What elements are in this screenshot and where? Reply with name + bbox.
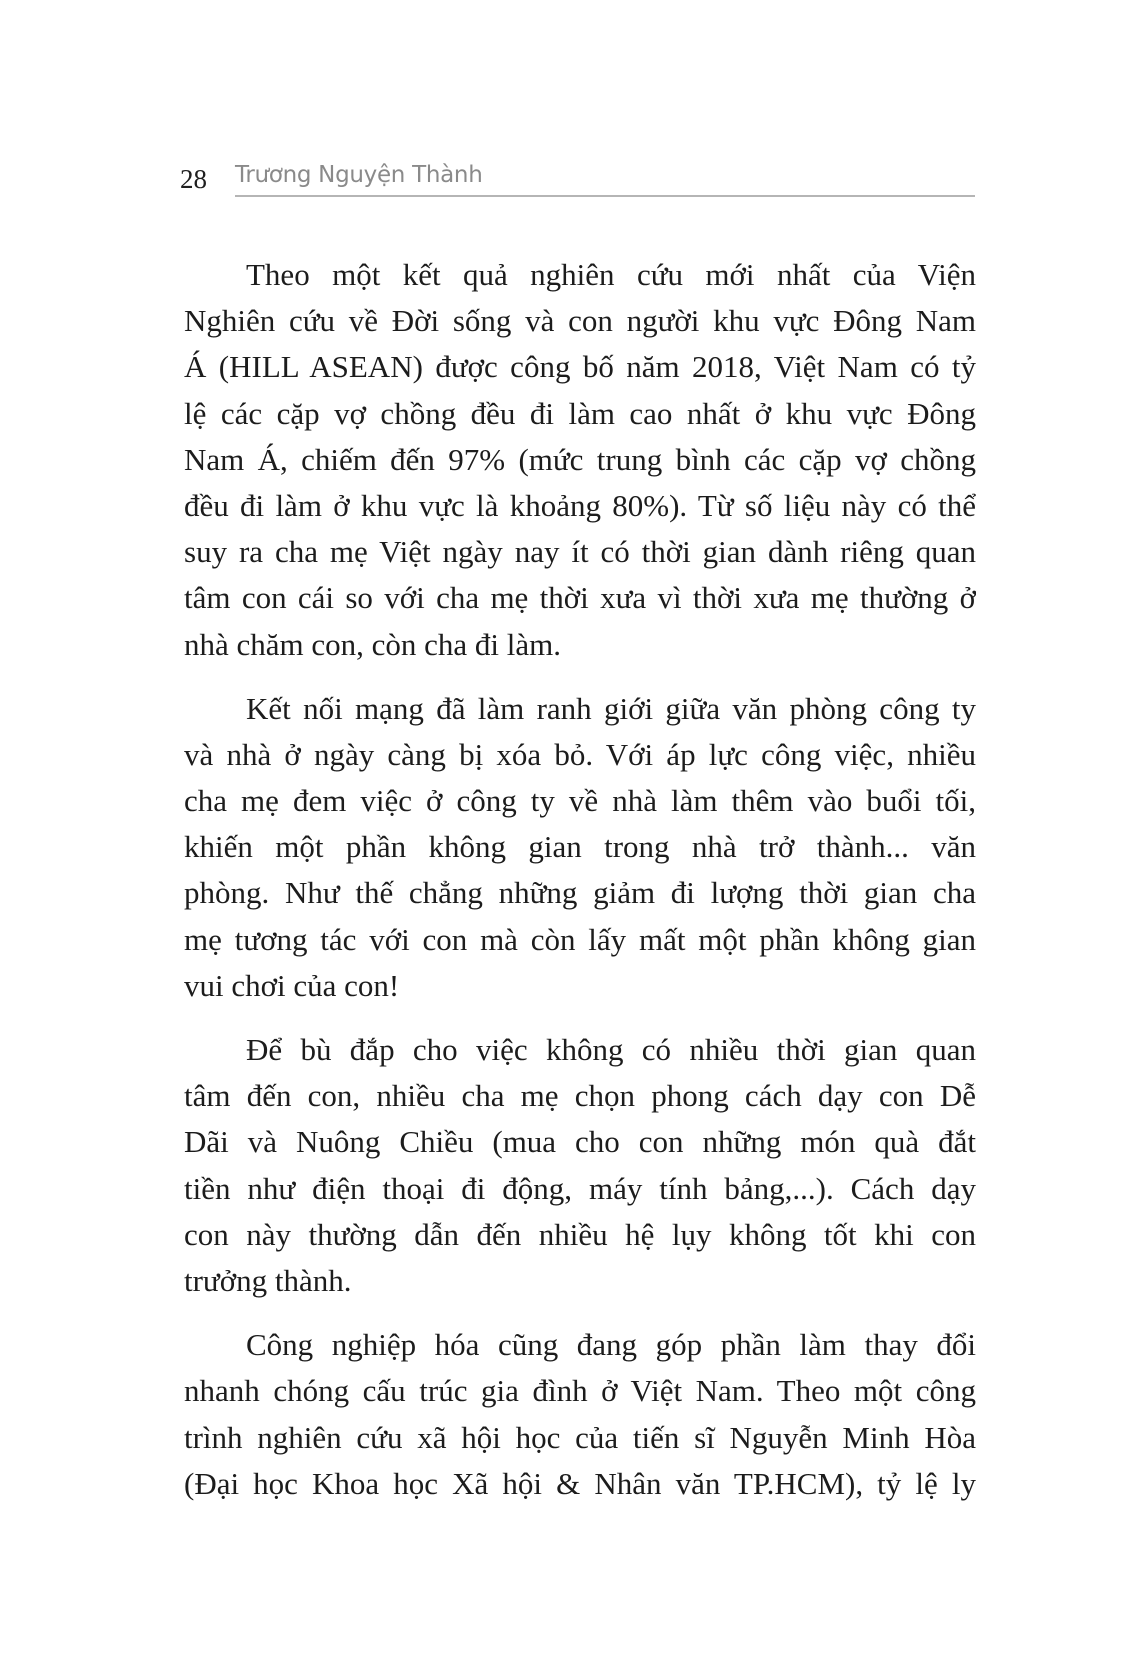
paragraph-spacer	[184, 668, 976, 686]
text-line: Công nghiệp hóa cũng đang góp phần làm thay đổi	[246, 1327, 976, 1363]
text-line: cha mẹ đem việc ở công ty về nhà làm thêm vào buổi tối,	[184, 783, 976, 819]
text-line: tiền như điện thoại đi động, máy tính bảng,...). Cách dạy	[184, 1170, 976, 1206]
header-rule	[235, 195, 975, 197]
paragraph-2	[184, 686, 976, 1009]
text-line: (Đại học Khoa học Xã hội & Nhân văn TP.HCM), tỷ lệ ly	[184, 1465, 976, 1501]
text-line: đều đi làm ở khu vực là khoảng 80%). Từ số liệu này có thể	[184, 487, 976, 523]
paragraph-spacer	[184, 1304, 976, 1322]
text-line: lệ các cặp vợ chồng đều đi làm cao nhất ở khu vực Đông	[184, 395, 976, 431]
text-line: Nam Á, chiếm đến 97% (mức trung bình các cặp vợ chồng	[184, 441, 976, 477]
text-line: Dãi và Nuông Chiều (mua cho con những món quà đắt	[184, 1124, 976, 1160]
page-number: 28	[180, 164, 207, 194]
text-line: phòng. Như thế chẳng những giảm đi lượng thời gian cha	[184, 875, 976, 911]
text-line: Kết nối mạng đã làm ranh giới giữa văn phòng công ty	[246, 690, 976, 726]
paragraph-3	[184, 1027, 976, 1304]
text-line: Nghiên cứu về Đời sống và con người khu vực Đông Nam	[184, 303, 976, 339]
text-line: nhanh chóng cấu trúc gia đình ở Việt Nam. Theo một công	[184, 1373, 976, 1409]
text-line: tâm đến con, nhiều cha mẹ chọn phong cách dạy con Dễ	[184, 1078, 976, 1114]
text-line: khiến một phần không gian trong nhà trở thành... văn	[184, 829, 976, 865]
text-line: Theo một kết quả nghiên cứu mới nhất của Viện	[246, 257, 976, 292]
running-head	[180, 160, 975, 196]
text-line: trình nghiên cứu xã hội học của tiến sĩ Nguyễn Minh Hòa	[184, 1419, 976, 1455]
author-name: Trương Nguyện Thành	[235, 162, 483, 188]
paragraph-1	[184, 252, 976, 668]
text-line: mẹ tương tác với con mà còn lấy mất một phần không gian	[184, 921, 976, 957]
text-line: vui chơi của con!	[184, 967, 400, 1003]
paragraph-4	[184, 1322, 976, 1507]
text-line: trưởng thành.	[184, 1262, 352, 1298]
text-line: Á (HILL ASEAN) được công bố năm 2018, Việt Nam có tỷ	[184, 349, 976, 385]
text-line: tâm con cái so với cha mẹ thời xưa vì thời xưa mẹ thường ở	[184, 580, 976, 616]
text-line: nhà chăm con, còn cha đi làm.	[184, 626, 562, 662]
text-line: Để bù đắp cho việc không có nhiều thời gian quan	[246, 1032, 976, 1067]
paragraph-spacer	[184, 1009, 976, 1027]
text-line: con này thường dẫn đến nhiều hệ lụy không tốt khi con	[184, 1216, 976, 1252]
text-line: và nhà ở ngày càng bị xóa bỏ. Với áp lực công việc, nhiều	[184, 736, 976, 772]
body-text	[184, 252, 976, 1507]
text-line: suy ra cha mẹ Việt ngày nay ít có thời gian dành riêng quan	[184, 534, 976, 570]
